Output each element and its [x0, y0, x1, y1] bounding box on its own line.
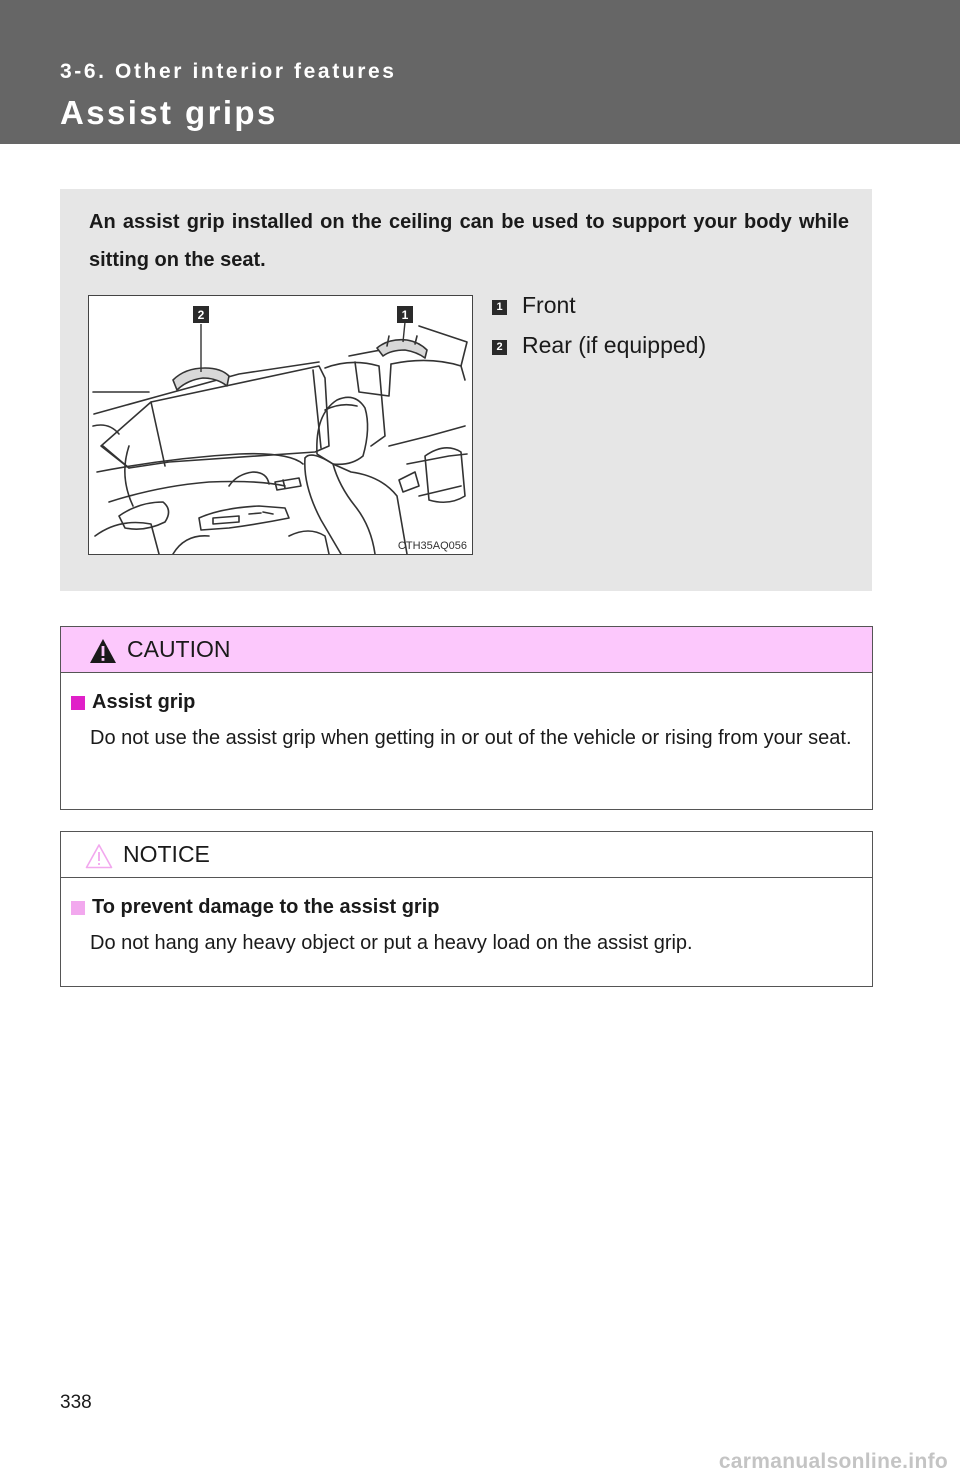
intro-box [60, 189, 872, 591]
caution-body [61, 673, 872, 754]
watermark: carmanualsonline.info [718, 1450, 948, 1473]
square-bullet-icon [71, 901, 85, 915]
caution-text: Do not use the assist grip when getting in or out of the vehicle or rising from your seat. [90, 727, 852, 749]
legend-label: Rear (if equipped) [522, 331, 707, 358]
callout-label-2: 2 [197, 308, 205, 322]
notice-topic-title: To prevent damage to the assist grip [92, 896, 440, 918]
warning-triangle-outline-icon [85, 843, 113, 869]
caution-topic [71, 691, 872, 714]
callout-label-1: 1 [401, 308, 409, 322]
caution-topic-title: Assist grip [92, 691, 196, 713]
intro-text: An assist grip installed on the ceiling can be used to support your body while sitting on the seat. [89, 211, 849, 271]
notice-topic [71, 896, 872, 919]
assist-grip-illustration [88, 295, 473, 555]
legend-label: Front [522, 291, 576, 318]
notice-title: NOTICE [123, 841, 210, 867]
number-badge: 1 [492, 300, 507, 315]
page-number: 338 [60, 1392, 92, 1413]
figure-code: CTH35AQ056 [397, 540, 467, 552]
square-bullet-icon [71, 696, 85, 710]
number-badge: 2 [492, 340, 507, 355]
page-title: Assist grips [60, 94, 278, 131]
header-band [0, 0, 960, 144]
notice-text: Do not hang any heavy object or put a heavy load on the assist grip. [90, 932, 693, 954]
notice-header [61, 832, 872, 878]
section-label: 3-6. Other interior features [60, 60, 397, 83]
car-interior-drawing [89, 296, 473, 555]
legend-item [492, 285, 706, 325]
legend-item [492, 325, 706, 365]
warning-triangle-icon [89, 638, 117, 664]
legend [492, 285, 706, 365]
notice-body [61, 878, 872, 959]
caution-header [61, 627, 872, 673]
caution-box [60, 626, 873, 810]
notice-box [60, 831, 873, 987]
caution-title: CAUTION [127, 636, 231, 662]
